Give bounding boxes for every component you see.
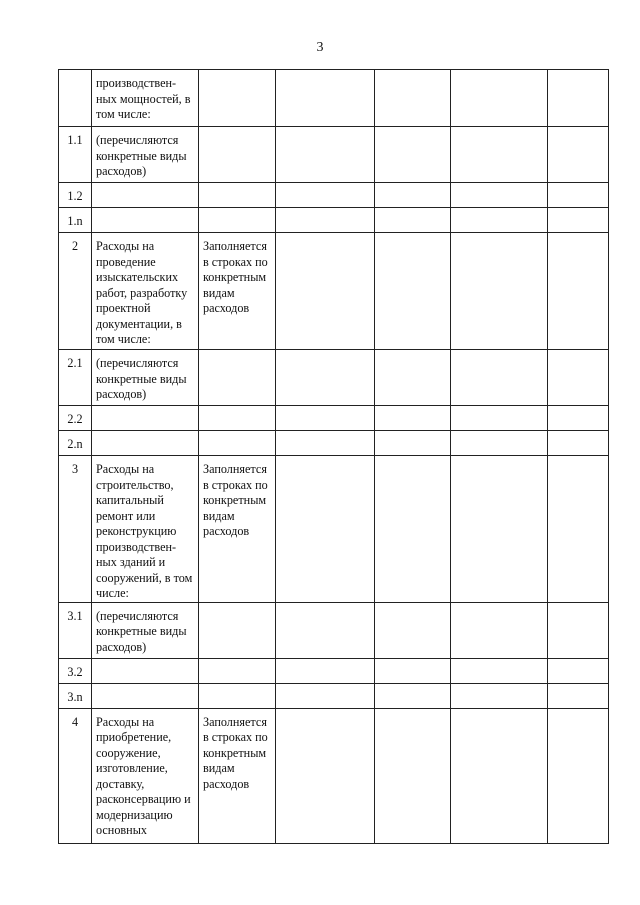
expense-name-cell: [92, 658, 199, 683]
table-row: [59, 708, 609, 843]
page-number: 3: [316, 40, 324, 55]
note-cell: [199, 208, 276, 233]
value-cell: [375, 183, 451, 208]
value-cell: [375, 70, 451, 127]
value-cell: [276, 658, 375, 683]
value-cell: [276, 233, 375, 350]
table-row: [59, 683, 609, 708]
value-cell: [276, 208, 375, 233]
expense-name-cell: [92, 183, 199, 208]
value-cell: [451, 683, 548, 708]
note-cell: [199, 602, 276, 658]
table-row: [59, 406, 609, 431]
row-number-cell: 2.n: [59, 431, 92, 456]
value-cell: [375, 208, 451, 233]
expense-name-cell: Расходы на строительство, капитальный ремонт или реконструкцию производствен-ных зданий и сооружений, в том числе:: [92, 456, 199, 603]
value-cell: [548, 208, 609, 233]
table-body: [59, 70, 609, 844]
value-cell: [375, 127, 451, 183]
table-row: [59, 127, 609, 183]
value-cell: [451, 708, 548, 843]
value-cell: [548, 350, 609, 406]
expenses-table: [58, 69, 609, 844]
expense-name-cell: (перечисляются конкретные виды расходов): [92, 350, 199, 406]
note-cell: [199, 127, 276, 183]
row-number-cell: 3.1: [59, 602, 92, 658]
value-cell: [451, 602, 548, 658]
value-cell: [548, 406, 609, 431]
expense-name-cell: производствен-ных мощностей, в том числе:: [92, 70, 199, 127]
value-cell: [548, 602, 609, 658]
value-cell: [548, 456, 609, 603]
value-cell: [375, 350, 451, 406]
value-cell: [451, 406, 548, 431]
value-cell: [548, 658, 609, 683]
note-cell: Заполняется в строках по конкретным видам расходов: [199, 233, 276, 350]
value-cell: [451, 208, 548, 233]
value-cell: [548, 127, 609, 183]
value-cell: [276, 456, 375, 603]
value-cell: [276, 127, 375, 183]
value-cell: [548, 233, 609, 350]
table-row: [59, 456, 609, 603]
expense-name-cell: Расходы на приобретение, сооружение, изготовление, доставку, расконсервацию и модернизацию основных: [92, 708, 199, 843]
value-cell: [548, 683, 609, 708]
row-number-cell: 2.1: [59, 350, 92, 406]
value-cell: [548, 70, 609, 127]
value-cell: [548, 431, 609, 456]
value-cell: [276, 350, 375, 406]
note-cell: [199, 183, 276, 208]
value-cell: [276, 683, 375, 708]
expense-name-cell: (перечисляются конкретные виды расходов): [92, 602, 199, 658]
value-cell: [451, 658, 548, 683]
value-cell: [375, 658, 451, 683]
table-row: [59, 70, 609, 127]
row-number-cell: [59, 70, 92, 127]
expense-name-cell: [92, 431, 199, 456]
value-cell: [451, 183, 548, 208]
note-cell: [199, 658, 276, 683]
value-cell: [375, 708, 451, 843]
note-cell: [199, 70, 276, 127]
value-cell: [276, 183, 375, 208]
expense-name-cell: (перечисляются конкретные виды расходов): [92, 127, 199, 183]
row-number-cell: 4: [59, 708, 92, 843]
value-cell: [276, 70, 375, 127]
table-row: [59, 350, 609, 406]
note-cell: Заполняется в строках по конкретным видам расходов: [199, 456, 276, 603]
expense-name-cell: [92, 406, 199, 431]
row-number-cell: 3.n: [59, 683, 92, 708]
value-cell: [276, 602, 375, 658]
value-cell: [375, 683, 451, 708]
value-cell: [451, 431, 548, 456]
note-cell: [199, 683, 276, 708]
note-cell: [199, 431, 276, 456]
row-number-cell: 2.2: [59, 406, 92, 431]
value-cell: [451, 350, 548, 406]
table-row: [59, 602, 609, 658]
note-cell: Заполняется в строках по конкретным видам расходов: [199, 708, 276, 843]
value-cell: [375, 602, 451, 658]
expense-name-cell: [92, 683, 199, 708]
value-cell: [548, 183, 609, 208]
expense-name-cell: Расходы на проведение изыскательских работ, разработку проектной документации, в том числе:: [92, 233, 199, 350]
row-number-cell: 1.n: [59, 208, 92, 233]
row-number-cell: 3: [59, 456, 92, 603]
value-cell: [548, 708, 609, 843]
expense-name-cell: [92, 208, 199, 233]
value-cell: [451, 456, 548, 603]
value-cell: [276, 406, 375, 431]
value-cell: [451, 70, 548, 127]
value-cell: [451, 127, 548, 183]
table-row: [59, 658, 609, 683]
table-row: [59, 208, 609, 233]
value-cell: [375, 233, 451, 350]
value-cell: [375, 431, 451, 456]
value-cell: [375, 456, 451, 603]
row-number-cell: 3.2: [59, 658, 92, 683]
note-cell: [199, 350, 276, 406]
value-cell: [276, 708, 375, 843]
row-number-cell: 2: [59, 233, 92, 350]
value-cell: [375, 406, 451, 431]
row-number-cell: 1.1: [59, 127, 92, 183]
value-cell: [276, 431, 375, 456]
table-row: [59, 431, 609, 456]
value-cell: [451, 233, 548, 350]
row-number-cell: 1.2: [59, 183, 92, 208]
table-row: [59, 183, 609, 208]
note-cell: [199, 406, 276, 431]
table-row: [59, 233, 609, 350]
